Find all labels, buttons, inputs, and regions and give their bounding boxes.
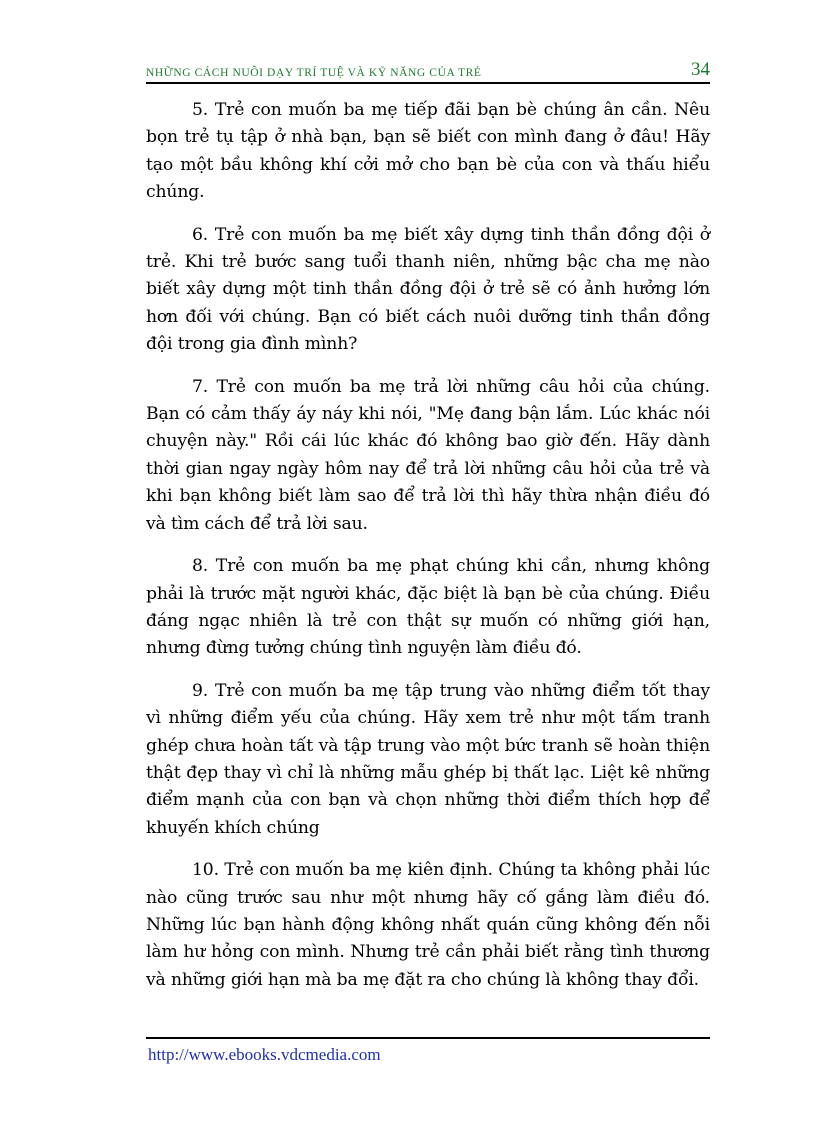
page-body [146,97,710,1009]
paragraph-7: 7. Trẻ con muốn ba mẹ trả lời những câu hỏi của chúng. Bạn có cảm thấy áy náy khi nói, "Mẹ đang bận lắm. Lúc khác nói chuyện này." Rồi cái lúc khác đó không bao giờ đến. Hãy dành thời gian ngay ngày hôm nay để trả lời những câu hỏi của trẻ và khi bạn không biết làm sao để trả lời thì hãy thừa nhận điều đó và tìm cách để trả lời sau. [146,376,710,534]
paragraph-9: 9. Trẻ con muốn ba mẹ tập trung vào những điểm tốt thay vì những điểm yếu của chúng. Hãy xem trẻ như một tấm tranh ghép chưa hoàn tất và tập trung vào một bức tranh sẽ hoàn thiện thật đẹp thay vì chỉ là những mẫu ghép bị thất lạc. Liệt kê những điểm mạnh của con bạn và chọn những thời điểm thích hợp để khuyến khích chúng [146,680,710,838]
paragraph-5: 5. Trẻ con muốn ba mẹ tiếp đãi bạn bè chúng ân cần. Nêu bọn trẻ tụ tập ở nhà bạn, bạn sẽ biết con mình đang ở đâu! Hãy tạo một bầu không khí cởi mở cho bạn bè của con và thấu hiểu chúng. [146,100,710,203]
header-title: NHỮNG CÁCH NUÔI DẠY TRÍ TUỆ VÀ KỸ NĂNG CỦA TRẺ [146,67,482,79]
paragraph-8: 8. Trẻ con muốn ba mẹ phạt chúng khi cần, nhưng không phải là trước mặt người khác, đặc biệt là bạn bè của chúng. Điều đáng ngạc nhiên là trẻ con thật sự muốn có những giới hạn, nhưng đừng tưởng chúng tình nguyện làm điều đó. [146,556,710,659]
page-number: 34 [691,59,710,80]
footer-divider [146,1037,710,1039]
page-header [146,58,710,84]
footer-website-link[interactable]: http://www.ebooks.vdcmedia.com [148,1045,381,1064]
paragraph-6: 6. Trẻ con muốn ba mẹ biết xây dựng tinh thần đồng đội ở trẻ. Khi trẻ bước sang tuổi thanh niên, những bậc cha mẹ nào biết xây dựng một tinh thần đồng đội ở trẻ sẽ có ảnh hưởng lớn hơn đối với chúng. Bạn có biết cách nuôi dưỡng tinh thần đồng đội trong gia đình mình? [146,224,710,355]
paragraph-10: 10. Trẻ con muốn ba mẹ kiên định. Chúng ta không phải lúc nào cũng trước sau như một nhưng hãy cố gắng làm điều đó. Những lúc bạn hành động không nhất quán cũng không đến nỗi làm hư hỏng con mình. Nhưng trẻ cần phải biết rằng tình thương và những giới hạn mà ba mẹ đặt ra cho chúng là không thay đổi. [146,860,710,990]
